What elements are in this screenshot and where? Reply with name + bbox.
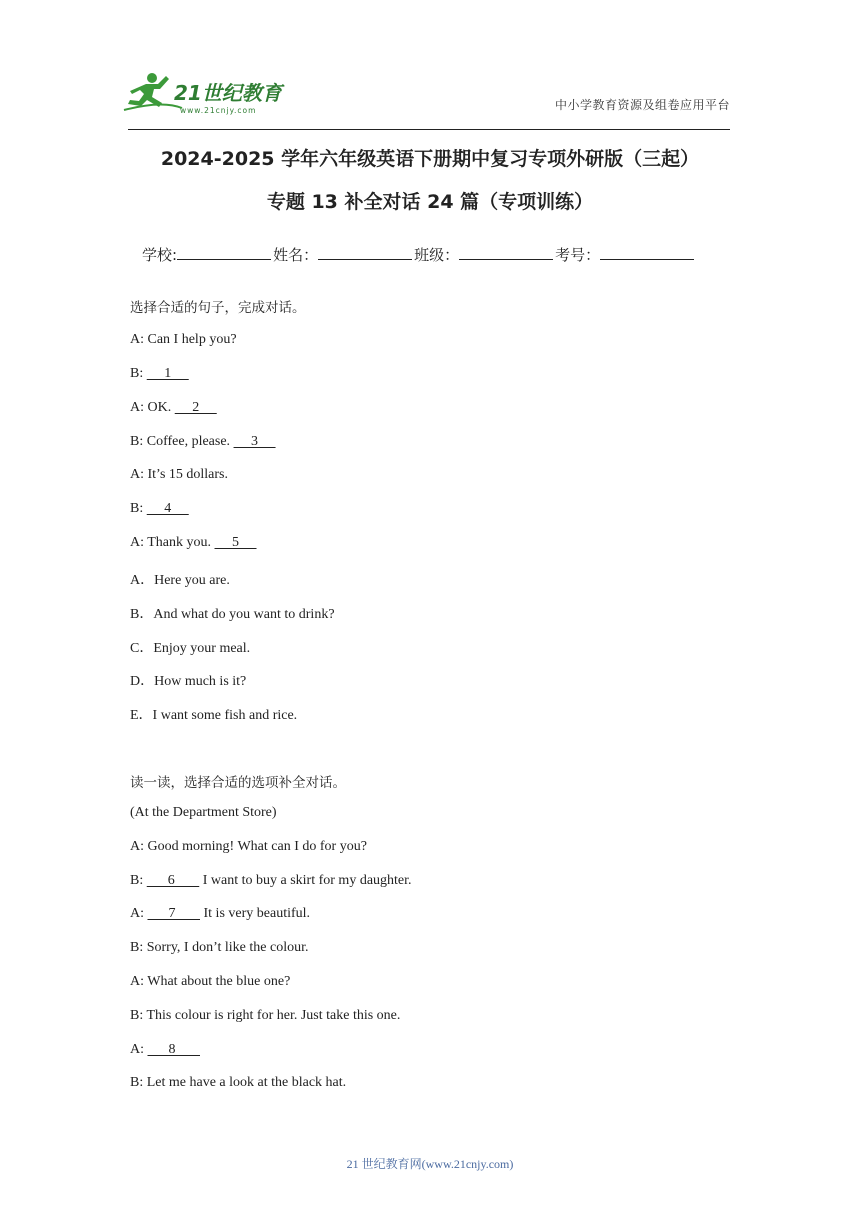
dialogue-line: A: What about the blue one? — [130, 974, 291, 989]
dialogue-line: B: 4 — [130, 501, 189, 516]
option-e: E．I want some fish and rice. — [130, 708, 298, 723]
dialogue-line: A: OK. 2 — [130, 400, 217, 415]
section1-instruction: 选择合适的句子，完成对话。 — [130, 300, 306, 316]
option-b: B．And what do you want to drink? — [130, 607, 335, 622]
page-header — [128, 66, 730, 130]
exam-number-field[interactable] — [600, 245, 694, 260]
answer-blank-5[interactable]: 5 — [214, 535, 257, 550]
answer-blank-4[interactable]: 4 — [146, 501, 189, 516]
dialogue-line: B: 1 — [130, 366, 189, 381]
dialogue-line: B: This colour is right for her. Just take this one. — [130, 1008, 401, 1023]
document-title: 2024-2025 学年六年级英语下册期中复习专项外研版（三起） — [160, 148, 700, 170]
site-logo — [122, 70, 292, 118]
option-d: D．How much is it? — [130, 674, 247, 689]
runner-logo-icon — [122, 70, 292, 118]
answer-blank-1[interactable]: 1 — [146, 366, 189, 381]
answer-blank-3[interactable]: 3 — [233, 434, 276, 449]
answer-blank-8[interactable]: 8 — [147, 1042, 200, 1057]
dialogue-line: (At the Department Store) — [130, 805, 277, 820]
name-field[interactable] — [318, 245, 412, 260]
header-divider — [128, 129, 730, 130]
class-label: 班级： — [414, 246, 460, 264]
svg-text:www.21cnjy.com: www.21cnjy.com — [180, 106, 257, 115]
class-field[interactable] — [459, 245, 553, 260]
dialogue-line: A: It’s 15 dollars. — [130, 467, 228, 482]
school-field[interactable] — [177, 245, 271, 260]
dialogue-line: A: 7 It is very beautiful. — [130, 906, 311, 921]
answer-blank-7[interactable]: 7 — [147, 906, 200, 921]
answer-blank-6[interactable]: 6 — [146, 873, 200, 888]
dialogue-line: A: Good morning! What can I do for you? — [130, 839, 367, 854]
dialogue-line: B: 6 I want to buy a skirt for my daughter. — [130, 873, 412, 888]
option-c: C．Enjoy your meal. — [130, 641, 251, 656]
school-label: 学校: — [142, 246, 178, 264]
dialogue-line: B: Sorry, I don’t like the colour. — [130, 940, 309, 955]
section2-instruction: 读一读，选择合适的选项补全对话。 — [130, 775, 346, 791]
answer-blank-2[interactable]: 2 — [174, 400, 217, 415]
dialogue-line: B: Coffee, please. 3 — [130, 434, 276, 449]
exam-number-label: 考号： — [555, 246, 601, 264]
dialogue-line: A: Can I help you? — [130, 332, 237, 347]
option-a: A．Here you are. — [130, 573, 230, 588]
student-info-line — [142, 244, 696, 265]
dialogue-line: A: Thank you. 5 — [130, 535, 257, 550]
dialogue-line: B: Let me have a look at the black hat. — [130, 1075, 347, 1090]
platform-tagline: 中小学教育资源及组卷应用平台 — [554, 98, 730, 112]
svg-text:21世纪教育: 21世纪教育 — [174, 81, 282, 105]
name-label: 姓名： — [273, 246, 319, 264]
dialogue-line: A: 8 — [130, 1042, 200, 1057]
page-footer[interactable]: 21 世纪教育网(www.21cnjy.com) — [346, 1157, 514, 1171]
document-subtitle: 专题 13 补全对话 24 篇（专项训练） — [266, 191, 594, 213]
